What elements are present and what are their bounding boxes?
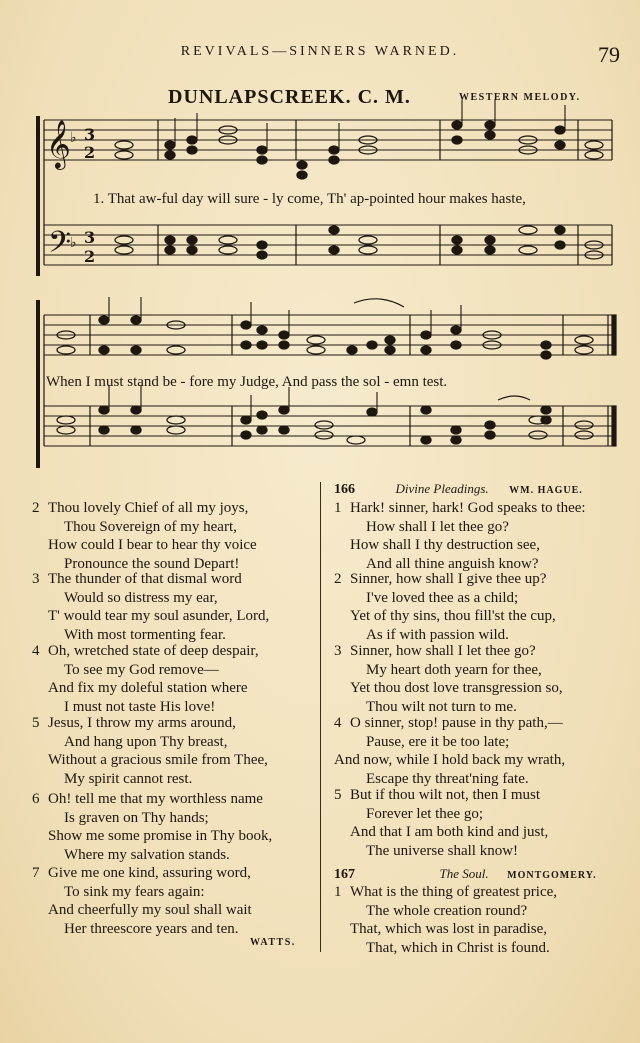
tune-composer: WESTERN MELODY. <box>459 92 581 103</box>
flat-sign-icon: ♭ <box>70 130 77 146</box>
hymn-number: 167 <box>334 867 355 882</box>
hymn-166-stanza-3: 3 Sinner, how shall I let thee go? My heart doth yearn for thee, Yet thou dost love transgression so, Thou wilt not turn to me. <box>334 643 563 715</box>
hymn-number: 166 <box>334 482 355 497</box>
author-watts: WATTS. <box>250 937 296 948</box>
hymn-166-stanza-2: 2 Sinner, how shall I give thee up? I've loved thee as a child; Yet of thy sins, thou fill'st the cup, As if with passion wild. <box>334 571 556 643</box>
hymn-166-stanza-5: 5 But if thou wilt not, then I must Forever let thee go; And that I am both kind and just, The universe shall know! <box>334 787 549 859</box>
notes <box>57 100 603 444</box>
page-number: 79 <box>598 42 620 67</box>
tune-title: DUNLAPSCREEK. C. M. <box>168 86 411 108</box>
svg-text:2: 2 <box>84 143 96 162</box>
hymn-166-stanza-1: 1 Hark! sinner, hark! God speaks to thee: How shall I let thee go? How shall I thy destruction see, And all thine anguish know? <box>334 500 586 572</box>
stanza-7: 7 Give me one kind, assuring word, To sink my fears again: And cheerfully my soul shall wait Her threescore years and ten. <box>32 865 252 937</box>
stanza-4: 4 Oh, wretched state of deep despair, To see my God remove— And fix my doleful station where I must not taste His love! <box>32 643 259 715</box>
hymn-167-heading <box>334 866 597 883</box>
hymn-title: Divine Pleadings. <box>395 481 489 496</box>
hymn-author: WM. HAGUE. <box>509 485 583 496</box>
music-score <box>0 0 640 475</box>
hymn-166-stanza-4: 4 O sinner, stop! pause in thy path,— Pause, ere it be too late; And now, while I hold back my wrath, Escape thy threat'ning fate. <box>334 715 566 787</box>
svg-text:3: 3 <box>84 228 96 247</box>
lyric-line-1: 1. That aw-ful day will sure - ly come, Th' ap-pointed hour makes haste, <box>93 191 526 207</box>
treble-clef-icon: 𝄞 <box>46 119 71 168</box>
svg-text:2: 2 <box>84 247 96 266</box>
hymn-166-heading <box>334 481 583 498</box>
column-divider <box>320 482 321 952</box>
stanza-5: 5 Jesus, I throw my arms around, And hang upon Thy breast, Without a gracious smile from Thee, My spirit cannot rest. <box>32 715 268 787</box>
stanza-6: 6 Oh! tell me that my worthless name Is graven on Thy hands; Show me some promise in Thy book, Where my salvation stands. <box>32 791 273 863</box>
svg-text:3: 3 <box>84 125 96 144</box>
music-system-1 <box>36 116 616 468</box>
hymn-author: MONTGOMERY. <box>507 870 597 881</box>
svg-text:♭: ♭ <box>70 235 77 251</box>
bass-clef-icon: 𝄢 <box>48 226 72 267</box>
running-title: REVIVALS—SINNERS WARNED. <box>180 44 460 59</box>
stanza-2: 2 Thou lovely Chief of all my joys, Thou Sovereign of my heart, How could I bear to hear thy voice Pronounce the sound Depart! <box>32 500 257 572</box>
lyric-line-2: When I must stand be - fore my Judge, And pass the sol - emn test. <box>46 374 448 390</box>
stanza-3: 3 The thunder of that dismal word Would so distress my ear, T' would tear my soul asunder, Lord, With most tormenting fear. <box>32 571 270 643</box>
hymn-167-stanza-1: 1 What is the thing of greatest price, The whole creation round? That, which was lost in paradise, That, which in Christ is found. <box>334 884 558 956</box>
hymn-title: The Soul. <box>439 866 489 881</box>
